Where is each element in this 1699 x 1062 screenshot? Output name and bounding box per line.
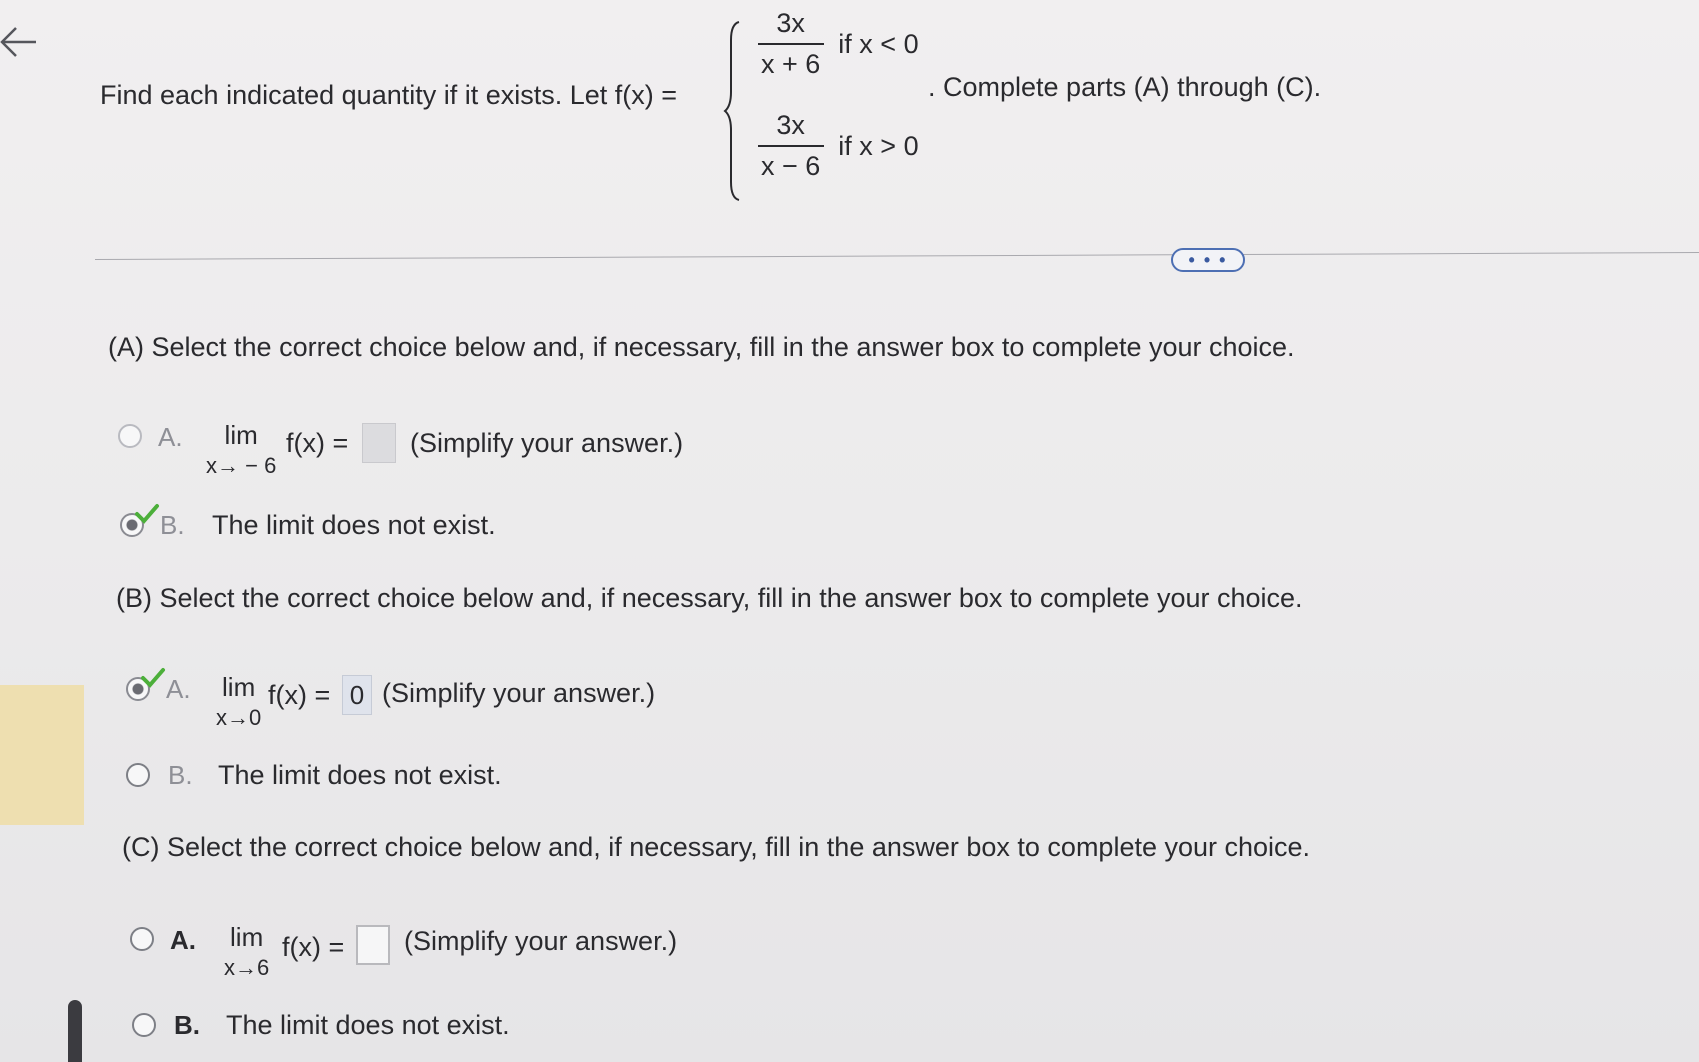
question-statement [100, 0, 1660, 220]
choice-letter: A. [158, 422, 183, 452]
part-b-title: (B) Select the correct choice below and, if necessary, fill in the answer box to complete your choice. [116, 583, 1303, 613]
fx-label: f(x) = [282, 932, 345, 962]
piece-1-condition: if x < 0 [838, 28, 919, 59]
lim-word: lim [224, 420, 258, 450]
simplify-note: (Simplify your answer.) [404, 926, 678, 956]
choice-b-text: The limit does not exist. [212, 510, 496, 540]
part-a-title: (A) Select the correct choice below and, if necessary, fill in the answer box to complete your choice. [108, 332, 1295, 362]
part-a-answer-box[interactable] [362, 423, 396, 463]
simplify-note: (Simplify your answer.) [410, 428, 684, 458]
question-suffix: . Complete parts (A) through (C). [928, 72, 1322, 102]
divider [95, 252, 1699, 260]
part-c-choice-a-radio[interactable] [130, 927, 154, 951]
scrollbar-thumb[interactable] [68, 1000, 82, 1062]
simplify-note: (Simplify your answer.) [382, 678, 656, 708]
piecewise-brace [723, 20, 743, 202]
checkmark-icon [140, 667, 166, 689]
limit-expression [206, 420, 276, 479]
part-a-choice-a-radio[interactable] [118, 424, 142, 448]
lim-word: lim [230, 922, 264, 952]
fx-label: f(x) = [286, 428, 349, 458]
fraction-1-numerator: 3x [776, 8, 805, 38]
part-c-title: (C) Select the correct choice below and, if necessary, fill in the answer box to complete your choice. [122, 832, 1311, 862]
part-b-choice-b-radio[interactable] [126, 763, 150, 787]
limit-expression [224, 922, 269, 981]
choice-letter: B. [160, 510, 185, 540]
choice-b-text: The limit does not exist. [226, 1010, 510, 1040]
limit-approach: x→ − 6 [206, 453, 277, 478]
fraction-2-numerator: 3x [776, 110, 805, 140]
choice-b-text: The limit does not exist. [218, 760, 502, 790]
fraction-2 [755, 110, 826, 182]
fraction-2-denominator: x − 6 [761, 151, 821, 181]
choice-letter: B. [174, 1010, 200, 1040]
limit-approach: x→0 [216, 705, 262, 730]
side-highlight-tab [0, 685, 84, 825]
choice-letter: B. [168, 760, 193, 790]
choice-letter: A. [170, 925, 196, 955]
limit-expression [216, 672, 261, 731]
piece-1 [755, 8, 919, 80]
checkmark-icon [134, 503, 160, 525]
piece-2 [755, 110, 919, 182]
more-options-button[interactable]: • • • [1171, 248, 1245, 272]
lim-word: lim [222, 672, 256, 702]
fraction-1-denominator: x + 6 [761, 49, 821, 79]
back-arrow-icon[interactable] [0, 22, 40, 62]
question-prefix: Find each indicated quantity if it exists. Let f(x) = [100, 80, 678, 110]
fraction-1 [755, 8, 826, 80]
part-c-answer-box[interactable] [356, 925, 390, 965]
piece-2-condition: if x > 0 [838, 130, 919, 161]
fx-label: f(x) = [268, 680, 331, 710]
choice-letter: A. [166, 674, 191, 704]
part-b-answer-box[interactable]: 0 [342, 675, 372, 715]
limit-approach: x→6 [224, 955, 270, 980]
part-c-choice-b-radio[interactable] [132, 1013, 156, 1037]
